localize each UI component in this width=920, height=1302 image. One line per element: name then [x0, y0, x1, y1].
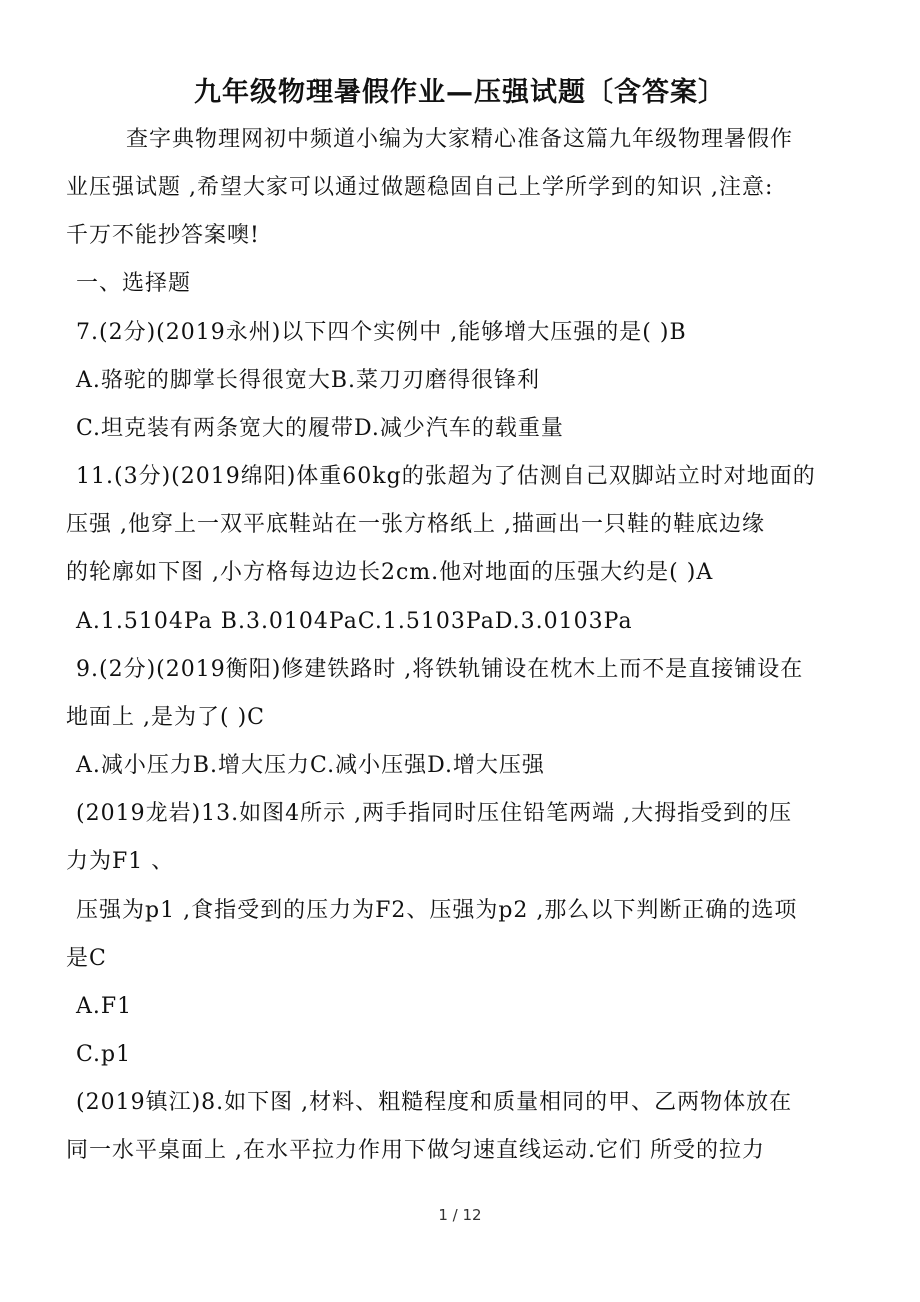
question-13-line-2: 力为F1 、	[66, 849, 175, 874]
section-heading: 一、选择题	[76, 271, 192, 296]
intro-line-1: 查字典物理网初中频道小编为大家精心准备这篇九年级物理暑假作	[126, 127, 794, 152]
question-11-line-2: 压强 ,他穿上一双平底鞋站在一张方格纸上 ,描画出一只鞋的鞋底边缘	[66, 512, 765, 537]
question-9-options: A.减小压力B.增大压力C.减小压强D.增大压强	[76, 753, 545, 778]
intro-line-2: 业压强试题 ,希望大家可以通过做题稳固自己上学所学到的知识 ,注意:	[66, 175, 774, 200]
question-8-line-2: 同一水平桌面上 ,在水平拉力作用下做匀速直线运动.它们 所受的拉力	[66, 1138, 765, 1163]
question-11-options: A.1.5104Pa B.3.0104PaC.1.5103PaD.3.0103Pa	[76, 609, 633, 634]
question-7: 7.(2分)(2019永州)以下四个实例中 ,能够增大压强的是( )B	[76, 320, 687, 345]
question-11-line-1: 11.(3分)(2019绵阳)体重60kg的张超为了估测自己双脚站立时对地面的	[76, 464, 816, 489]
question-13-line-3: 压强为p1 ,食指受到的压力为F2、压强为p2 ,那么以下判断正确的选项	[76, 898, 798, 923]
question-9-line-2: 地面上 ,是为了( )C	[66, 705, 265, 730]
question-13-option-a: A.F1	[76, 994, 133, 1019]
question-13-option-c: C.p1	[76, 1042, 132, 1067]
question-13-line-1: (2019龙岩)13.如图4所示 ,两手指同时压住铅笔两端 ,大拇指受到的压	[76, 801, 793, 826]
question-7-options-ab: A.骆驼的脚掌长得很宽大B.菜刀刃磨得很锋利	[76, 368, 541, 393]
question-8-line-1: (2019镇江)8.如下图 ,材料、粗糙程度和质量相同的甲、乙两物体放在	[76, 1090, 793, 1115]
intro-line-3: 千万不能抄答案噢!	[66, 223, 260, 248]
page-number: 1 / 12	[438, 1206, 482, 1224]
question-13-line-4: 是C	[66, 946, 107, 971]
question-9-line-1: 9.(2分)(2019衡阳)修建铁路时 ,将铁轨铺设在枕木上而不是直接铺设在	[76, 657, 804, 682]
document-title: 九年级物理暑假作业—压强试题〔含答案〕	[194, 77, 726, 108]
question-7-options-cd: C.坦克装有两条宽大的履带D.减少汽车的载重量	[76, 416, 564, 441]
question-11-line-3: 的轮廓如下图 ,小方格每边边长2cm.他对地面的压强大约是( )A	[66, 560, 714, 585]
